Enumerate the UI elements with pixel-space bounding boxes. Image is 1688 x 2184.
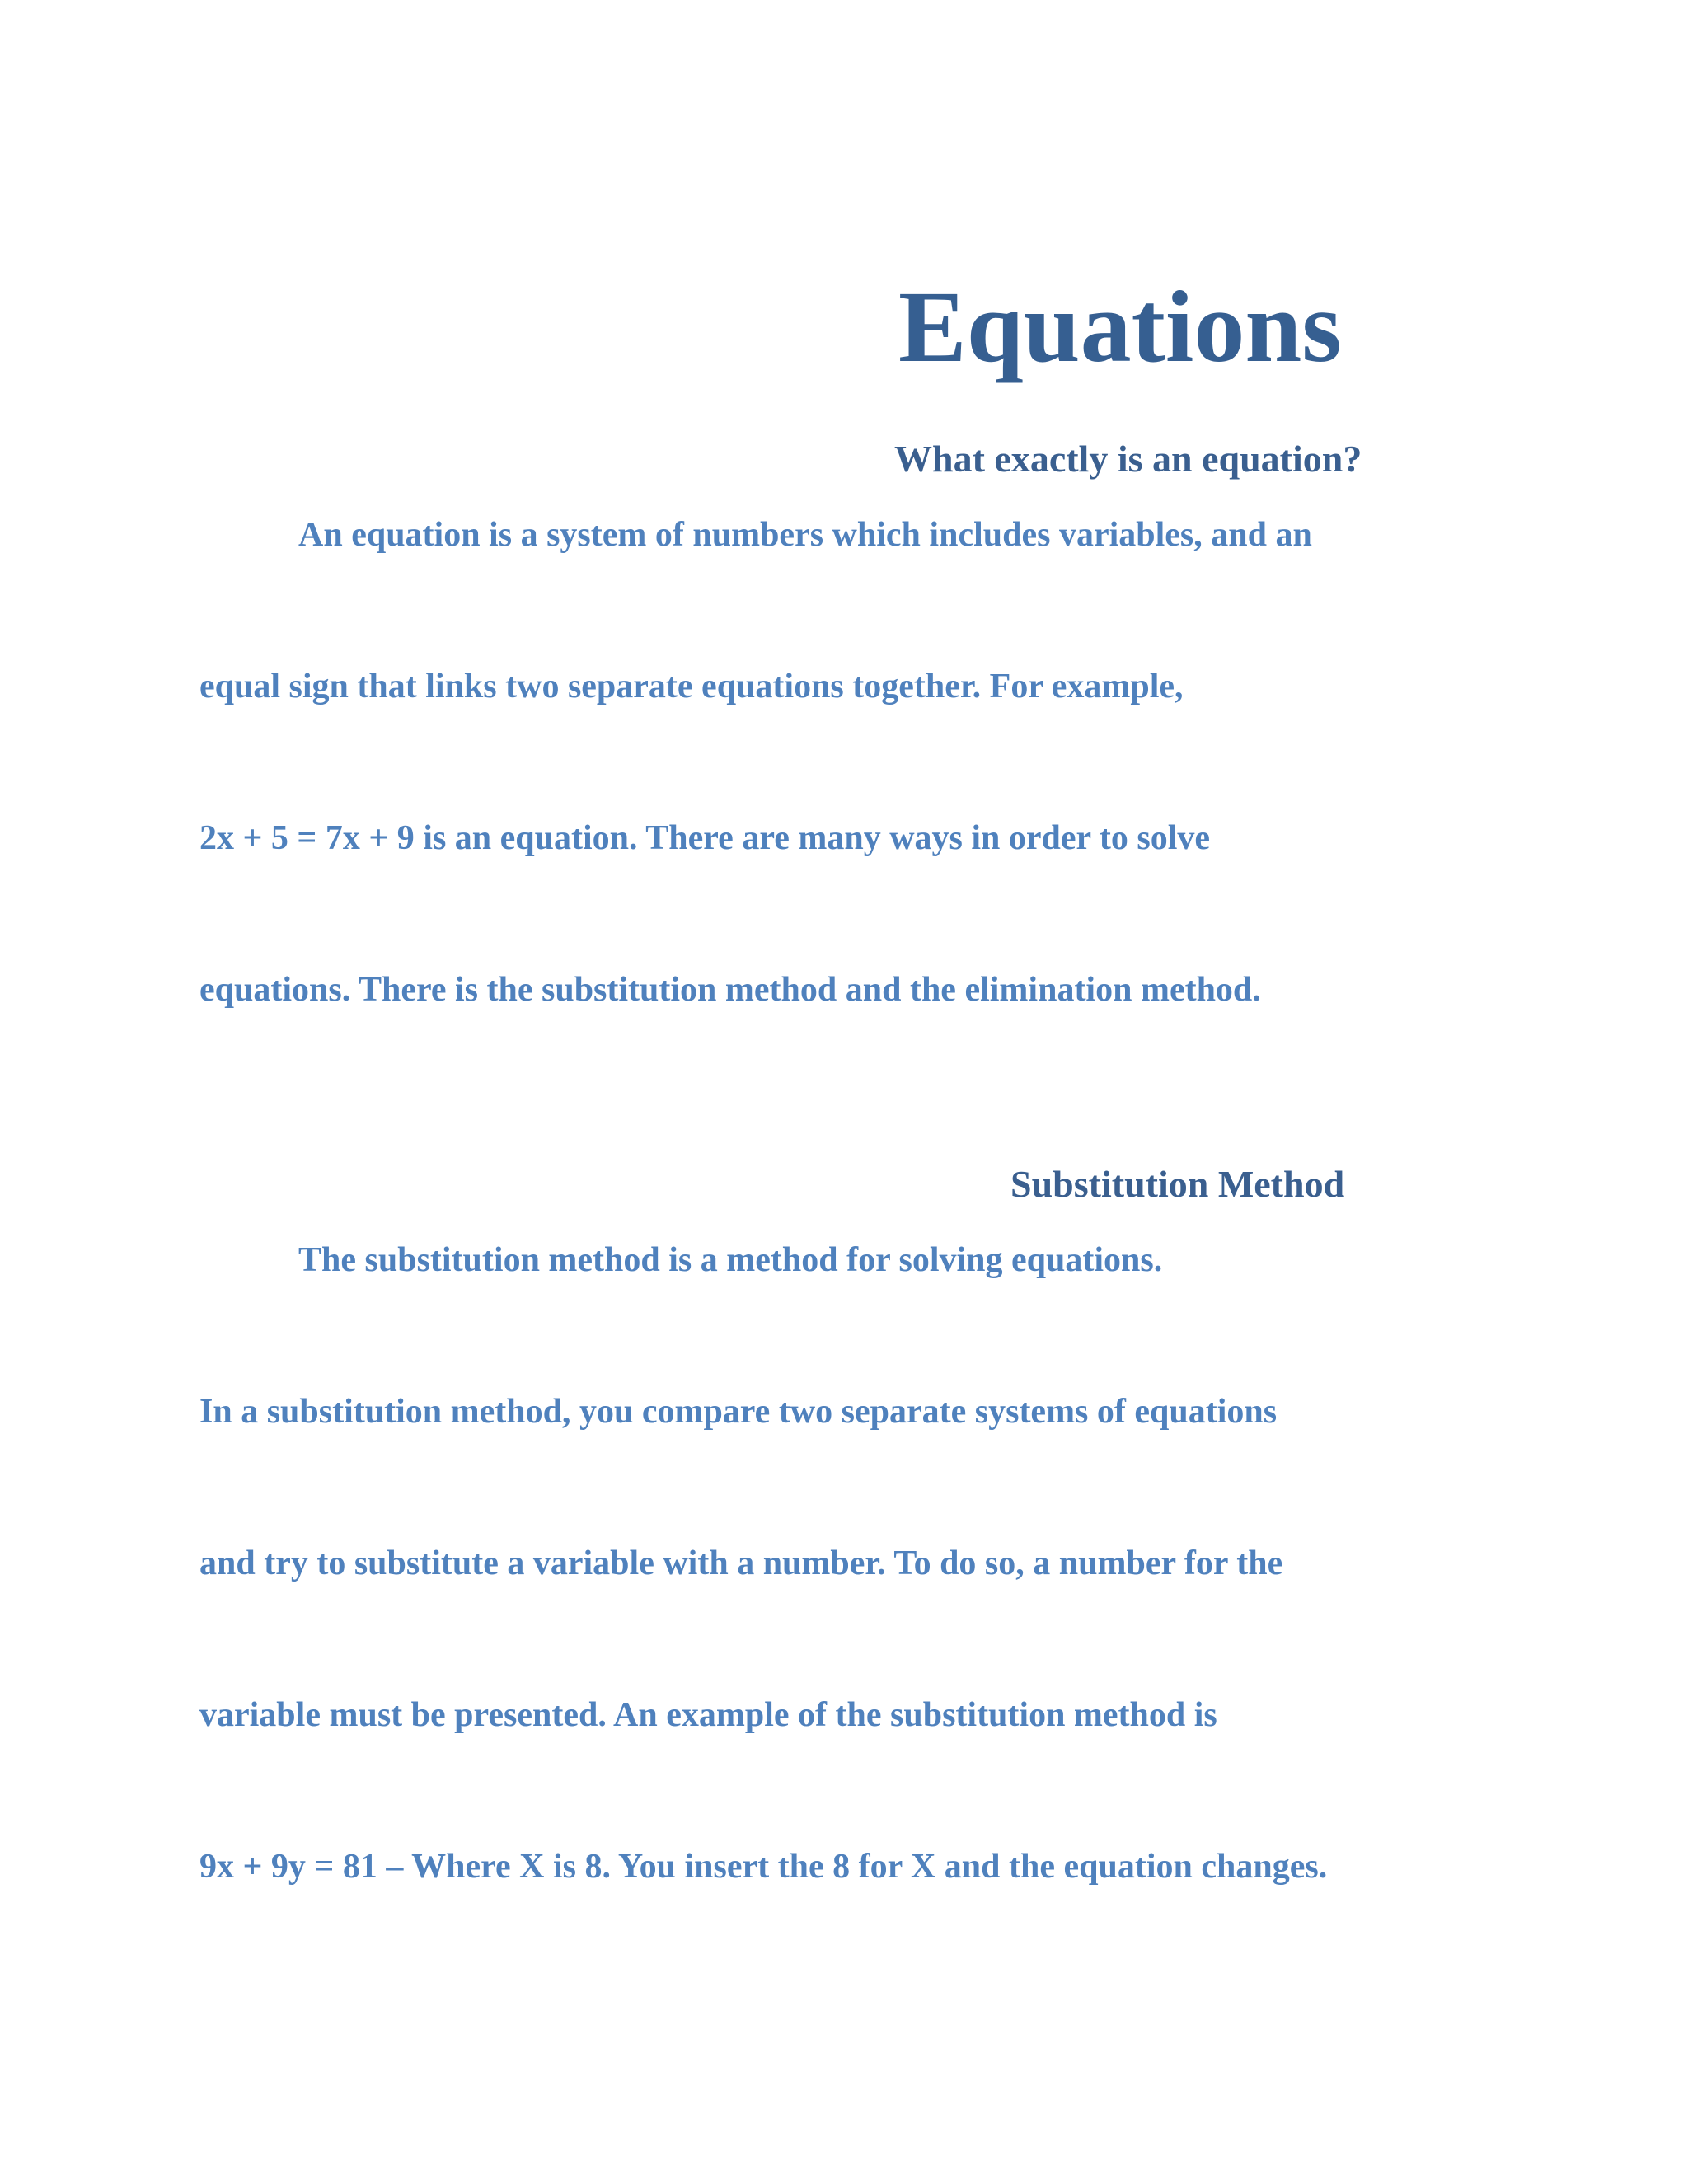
paragraph-line: 2x + 5 = 7x + 9 is an equation. There are many ways in order to solve [199,819,1211,857]
paragraph-line: and try to substitute a variable with a number. To do so, a number for the [199,1544,1283,1582]
paragraph-line: variable must be presented. An example of the substitution method is [199,1696,1217,1734]
section-heading-substitution-method: Substitution Method [1010,1163,1345,1205]
section-heading-what-is-equation: What exactly is an equation? [894,438,1362,480]
paragraph-line: The substitution method is a method for solving equations. [298,1241,1163,1279]
page-title: Equations [898,270,1342,383]
paragraph-line: In a substitution method, you compare two separate systems of equations [199,1393,1278,1431]
paragraph-line: An equation is a system of numbers which includes variables, and an [298,516,1312,554]
paragraph-line: equations. There is the substitution method and the elimination method. [199,971,1261,1009]
paragraph-line: 9x + 9y = 81 – Where X is 8. You insert the 8 for X and the equation changes. [199,1848,1328,1886]
paragraph-line: equal sign that links two separate equations together. For example, [199,668,1184,705]
